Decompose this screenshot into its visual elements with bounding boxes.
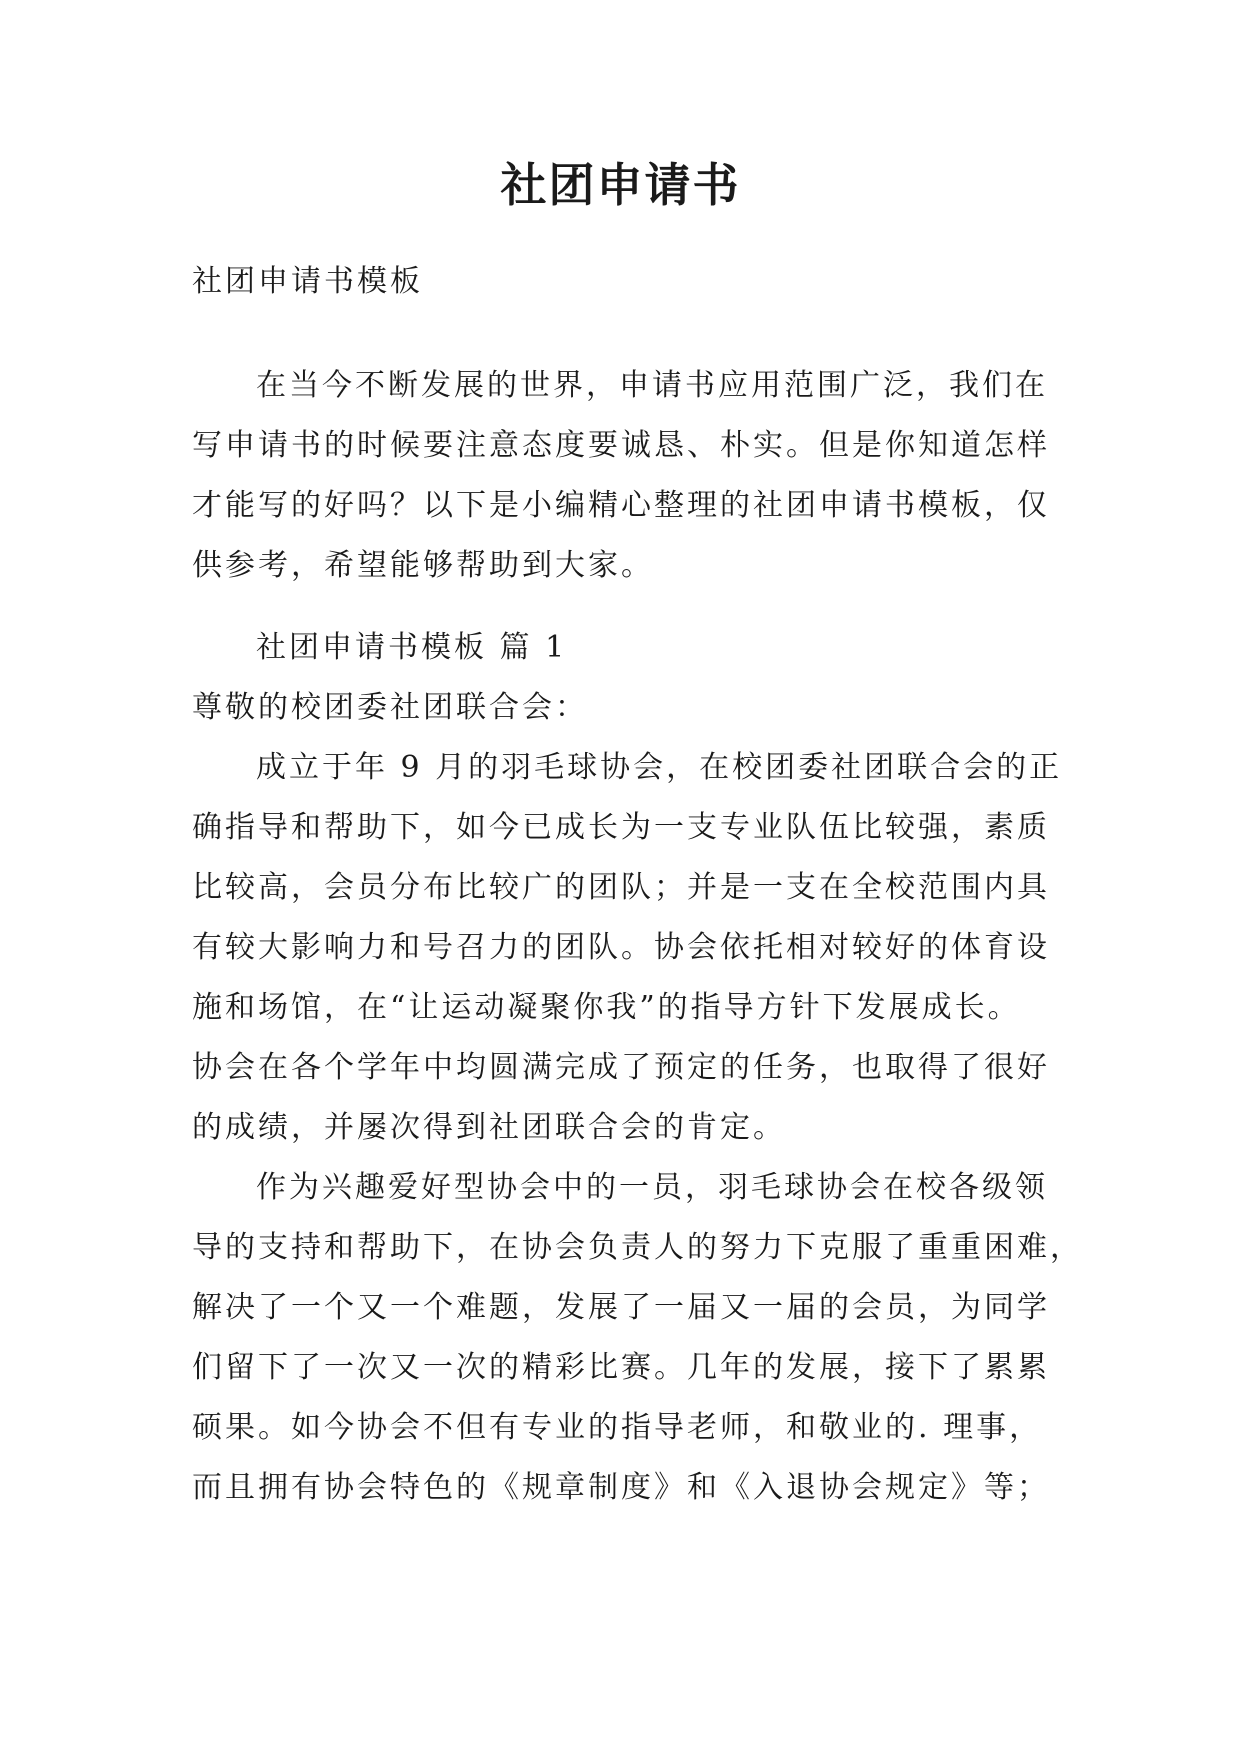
paragraph1-line: 有较大影响力和号召力的团队。协会依托相对较好的体育设 (192, 930, 1050, 965)
subtitle-line: 社团申请书模板 (192, 264, 423, 299)
intro-paragraph (192, 356, 1072, 596)
paragraph2-line: 导的支持和帮助下，在协会负责人的努力下克服了重重困难， (192, 1230, 1083, 1265)
page-title: 社团申请书 (500, 158, 741, 212)
paragraph2-line: 解决了一个又一个难题，发展了一届又一届的会员，为同学 (192, 1290, 1050, 1325)
document-subtitle (192, 252, 1072, 312)
intro-line: 写申请书的时候要注意态度要诚恳、朴实。但是你知道怎样 (192, 428, 1050, 463)
intro-line: 才能写的好吗？以下是小编精心整理的社团申请书模板，仅 (192, 488, 1050, 523)
paragraph2-line: 作为兴趣爱好型协会中的一员，羽毛球协会在校各级领 (256, 1170, 1048, 1205)
paragraph2-line: 硕果。如今协会不但有专业的指导老师，和敬业的. 理事， (192, 1410, 1043, 1445)
salutation: 尊敬的校团委社团联合会： (192, 690, 588, 725)
letter-body (192, 618, 1083, 1518)
paragraph1-line: 确指导和帮助下，如今已成长为一支专业队伍比较强，素质 (192, 810, 1050, 845)
section-heading: 社团申请书模板 篇 1 (256, 630, 568, 665)
paragraph2-line: 们留下了一次又一次的精彩比赛。几年的发展，接下了累累 (192, 1350, 1050, 1385)
intro-line: 在当今不断发展的世界，申请书应用范围广泛，我们在 (256, 368, 1048, 403)
paragraph1-line: 成立于年 9 月的羽毛球协会，在校团委社团联合会的正 (256, 750, 1063, 785)
paragraph1-line: 协会在各个学年中均圆满完成了预定的任务，也取得了很好 (192, 1050, 1050, 1085)
intro-line: 供参考，希望能够帮助到大家。 (192, 548, 654, 583)
paragraph1-line: 的成绩，并屡次得到社团联合会的肯定。 (192, 1110, 786, 1145)
paragraph1-line: 比较高，会员分布比较广的团队；并是一支在全校范围内具 (192, 870, 1050, 905)
paragraph1-line: 施和场馆，在“让运动凝聚你我”的指导方针下发展成长。 (192, 990, 1021, 1025)
paragraph2-line: 而且拥有协会特色的《规章制度》和《入退协会规定》等； (192, 1470, 1050, 1505)
